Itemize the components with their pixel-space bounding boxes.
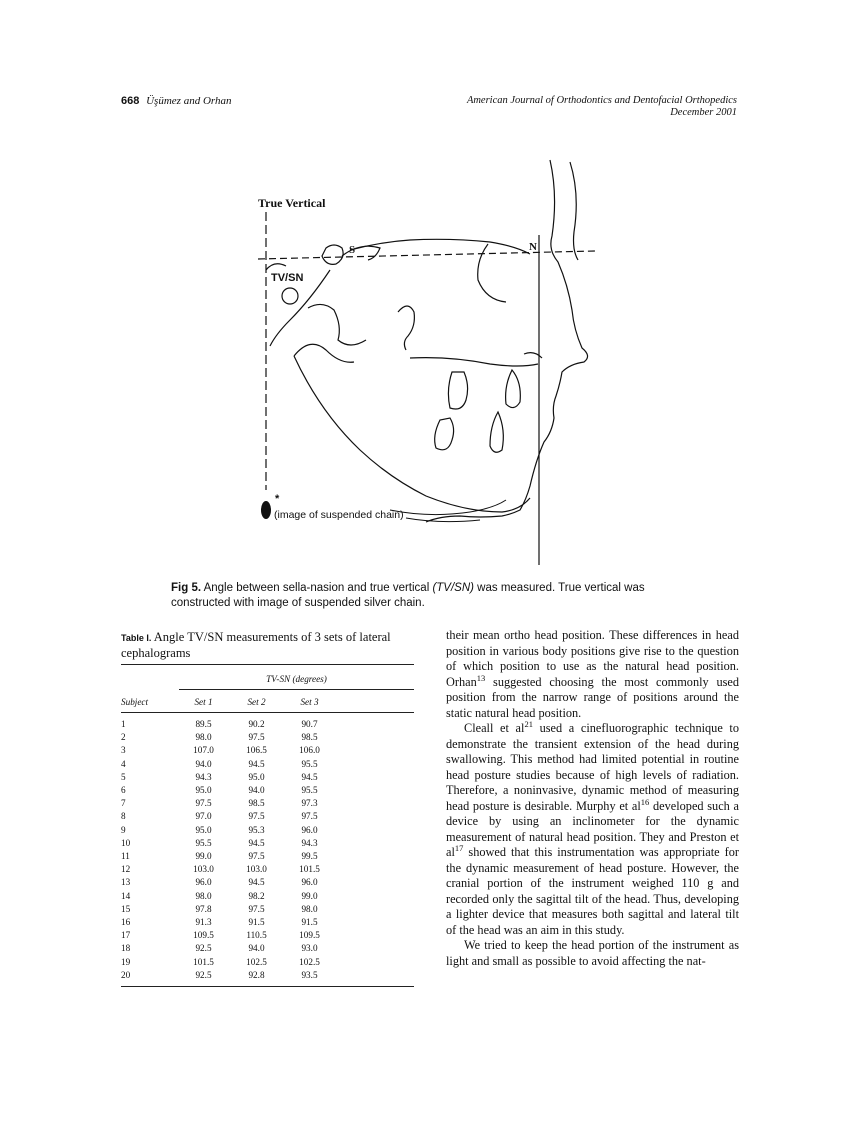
- table-cell-value: 97.3: [301, 798, 318, 809]
- table-cell-value: 102.5: [299, 956, 320, 967]
- table-cell-value: 97.5: [248, 903, 265, 914]
- table-cell-value: 91.5: [248, 917, 265, 927]
- table-cell-subject: 13: [121, 877, 131, 888]
- table-cell-value: 94.5: [248, 758, 265, 769]
- table-cell-subject: 20: [121, 969, 131, 980]
- reference-marker: 17: [454, 842, 464, 853]
- forehead-outline: [570, 162, 578, 260]
- table-cell-subject: 4: [121, 758, 126, 769]
- table-cell-value: 93.5: [301, 969, 318, 980]
- column-header-set3: Set 3: [300, 697, 319, 707]
- table-cell-value: 98.0: [195, 732, 212, 743]
- table-cell-subject: 1: [121, 719, 126, 729]
- table-caption: Angle TV/SN measurements of 3 sets of lateral cephalograms: [121, 630, 391, 660]
- table-cell-subject: 3: [121, 745, 126, 756]
- paragraph: their mean ortho head position. These differences in head position in various body positions give rise to the question of which position to use as the natural head position. Orhan$^{13}$ suggested choosing the most commonly used position from the narrow range of positions around the static natural head position.: [446, 628, 739, 720]
- table-label: Table I.: [121, 633, 152, 643]
- table-cell-value: 94.0: [248, 943, 265, 954]
- table-cell-subject: 14: [121, 890, 131, 901]
- table-cell-subject: 15: [121, 903, 131, 914]
- table-cell-value: 97.8: [195, 903, 212, 914]
- table-cell-value: 95.3: [248, 824, 265, 835]
- table-cell-value: 99.5: [301, 851, 318, 861]
- table-span-header: TV-SN (degrees): [266, 674, 327, 684]
- table-cell-value: 94.0: [195, 758, 212, 769]
- table-cell-value: 107.0: [193, 745, 214, 756]
- tvsn-angle-arc: [266, 264, 286, 270]
- author-names: Üşümez and Orhan: [146, 95, 232, 107]
- caption-text-post: was measured. True vertical was constructed with image of suspended silver chain.: [171, 582, 645, 609]
- table-cell-value: 92.8: [248, 969, 265, 980]
- table-cell-value: 97.5: [195, 798, 212, 809]
- page-number: 668: [121, 95, 140, 107]
- table-cell-value: 97.5: [301, 811, 318, 822]
- hyoid-curve: [390, 500, 506, 515]
- sella-turcica: [322, 245, 343, 264]
- soft-tissue-profile: [426, 160, 588, 522]
- table-cell-value: 94.5: [301, 771, 318, 782]
- table-cell-value: 98.5: [301, 732, 318, 743]
- table-cell-value: 98.0: [301, 903, 318, 914]
- table-cell-value: 96.0: [301, 877, 318, 888]
- table-cell-value: 103.0: [246, 864, 267, 875]
- table-cell-value: 106.5: [246, 745, 267, 756]
- table-cell-value: 95.0: [248, 771, 265, 782]
- table-cell-subject: 17: [121, 930, 131, 941]
- running-header-right: [467, 95, 737, 119]
- table-cell-subject: 6: [121, 785, 126, 795]
- table-cell-value: 90.7: [301, 719, 318, 729]
- table-cell-value: 94.3: [301, 837, 318, 848]
- lower-molar: [435, 418, 454, 450]
- table-cell-value: 102.5: [246, 956, 267, 967]
- pterygoid-outline: [398, 306, 414, 350]
- table-cell-value: 95.0: [195, 824, 212, 835]
- table-cell-value: 101.5: [299, 864, 320, 875]
- asterisk-label: *: [275, 493, 280, 505]
- sn-line: [258, 251, 595, 259]
- figure-caption: [171, 581, 701, 611]
- column-header-set2: Set 2: [247, 697, 266, 707]
- table-cell-value: 90.2: [248, 719, 265, 729]
- tvsn-label: TV/SN: [271, 272, 304, 284]
- table-cell-value: 94.3: [195, 771, 212, 782]
- journal-name: American Journal of Orthodontics and Dentofacial Orthopedics: [466, 95, 737, 106]
- column-header-subject: Subject: [121, 697, 149, 707]
- mandible-lower-border: [294, 356, 530, 512]
- table-cell-value: 92.5: [195, 969, 212, 980]
- condyle-outline: [308, 304, 366, 345]
- table-cell-value: 97.5: [248, 811, 265, 822]
- table-cell-value: 97.5: [248, 851, 265, 861]
- table-cell-subject: 16: [121, 917, 131, 927]
- table-bottom-rule: [121, 986, 414, 987]
- chain-baseline: [406, 518, 480, 522]
- table-cell-value: 93.0: [301, 943, 318, 954]
- cephalogram-figure: [230, 150, 630, 570]
- table-cell-value: 94.5: [248, 837, 265, 848]
- table-cell-value: 94.5: [248, 877, 265, 888]
- caption-label: Fig 5.: [171, 582, 202, 594]
- table-cell-subject: 12: [121, 864, 131, 875]
- table-cell-value: 91.5: [301, 917, 318, 927]
- lower-incisor: [490, 412, 503, 452]
- table-cell-value: 109.5: [299, 930, 320, 941]
- table-cell-value: 95.5: [301, 758, 318, 769]
- body-text-column: [446, 628, 739, 969]
- table-cell-subject: 11: [121, 851, 130, 861]
- table-cell-value: 110.5: [246, 930, 267, 941]
- ramus-outline: [294, 344, 354, 362]
- table-top-rule: [121, 664, 414, 665]
- true-vertical-label: True Vertical: [258, 196, 326, 210]
- table-cell-subject: 9: [121, 824, 126, 835]
- table-header-rule: [121, 712, 414, 713]
- table-cell-value: 103.0: [193, 864, 214, 875]
- reference-marker: 16: [640, 796, 650, 807]
- nasion-label: N: [529, 241, 537, 253]
- chain-weight-icon: [261, 501, 271, 519]
- caption-abbrev: (TV/SN): [432, 582, 474, 594]
- table-cell-value: 95.5: [195, 837, 212, 848]
- table-cell-subject: 19: [121, 956, 131, 967]
- upper-incisor: [506, 370, 521, 408]
- table-cell-value: 91.3: [195, 917, 212, 927]
- table-cell-value: 96.0: [195, 877, 212, 888]
- paragraph: Cleall et $al^{21}$ used a cinefluorographic technique to demonstrate the transient extension of the head during swallowing. This method had limited potential in routine head posture studies because of high levels of radiation. Therefore, a noninvasive, dynamic method of measuring head posture is desirable. Murphy et $al^{16}$ developed such a device by using an inclinometer for the dynamic measurement of natural head position. They and Preston et $al^{17}$ showed that this instrumentation was appropriate for the dynamic measurement of head posture. However, the cranial portion of the instrument weighed 110 g and recorded only the sagittal tilt of the head. Thus, developing a lighter device that measures both sagittal and lateral tilt of the head was an aim in this study.: [446, 718, 740, 937]
- caption-text-pre: Angle between sella-nasion and true vertical: [201, 582, 433, 594]
- table-cell-value: 99.0: [195, 851, 212, 861]
- table-cell-subject: 18: [121, 943, 131, 954]
- table-cell-subject: 2: [121, 732, 126, 743]
- table-cell-value: 98.2: [248, 890, 265, 901]
- issue-date: December 2001: [670, 107, 737, 118]
- chain-label: (image of suspended chain): [274, 509, 404, 521]
- column-header-set1: Set 1: [194, 697, 213, 707]
- table-cell-value: 96.0: [301, 824, 318, 835]
- cephalogram-tracing: [230, 150, 630, 570]
- table-cell-value: 92.5: [195, 943, 212, 954]
- clinoid-outline: [342, 246, 380, 260]
- table-cell-value: 106.0: [299, 745, 320, 756]
- running-header-left: [121, 95, 231, 107]
- table-cell-value: 95.0: [195, 785, 212, 795]
- paragraph: We tried to keep the head portion of the instrument as light and small as possible to avoid affecting the nat-: [446, 938, 739, 968]
- table-cell-subject: 5: [121, 771, 126, 782]
- reference-marker: 13: [476, 672, 486, 683]
- table-cell-value: 95.5: [301, 785, 318, 795]
- upper-molar: [448, 372, 467, 409]
- reference-marker: 21: [524, 718, 533, 729]
- table-cell-value: 109.5: [193, 930, 214, 941]
- table-cell-value: 89.5: [195, 719, 212, 729]
- table-cell-subject: 8: [121, 811, 126, 822]
- table-cell-value: 94.0: [248, 785, 265, 795]
- table-title: [121, 630, 421, 661]
- palatal-plane: [410, 358, 538, 366]
- table-cell-value: 99.0: [301, 890, 318, 901]
- ear-rod-circle: [282, 288, 298, 304]
- table-cell-value: 98.0: [195, 890, 212, 901]
- table-span-rule: [179, 689, 414, 690]
- table-cell-value: 97.5: [248, 732, 265, 743]
- table-cell-subject: 10: [121, 837, 131, 848]
- table-cell-value: 97.0: [195, 811, 212, 822]
- table-cell-value: 98.5: [248, 798, 265, 809]
- sella-label: S: [349, 244, 356, 256]
- table-cell-subject: 7: [121, 798, 126, 809]
- table-cell-value: 101.5: [193, 956, 214, 967]
